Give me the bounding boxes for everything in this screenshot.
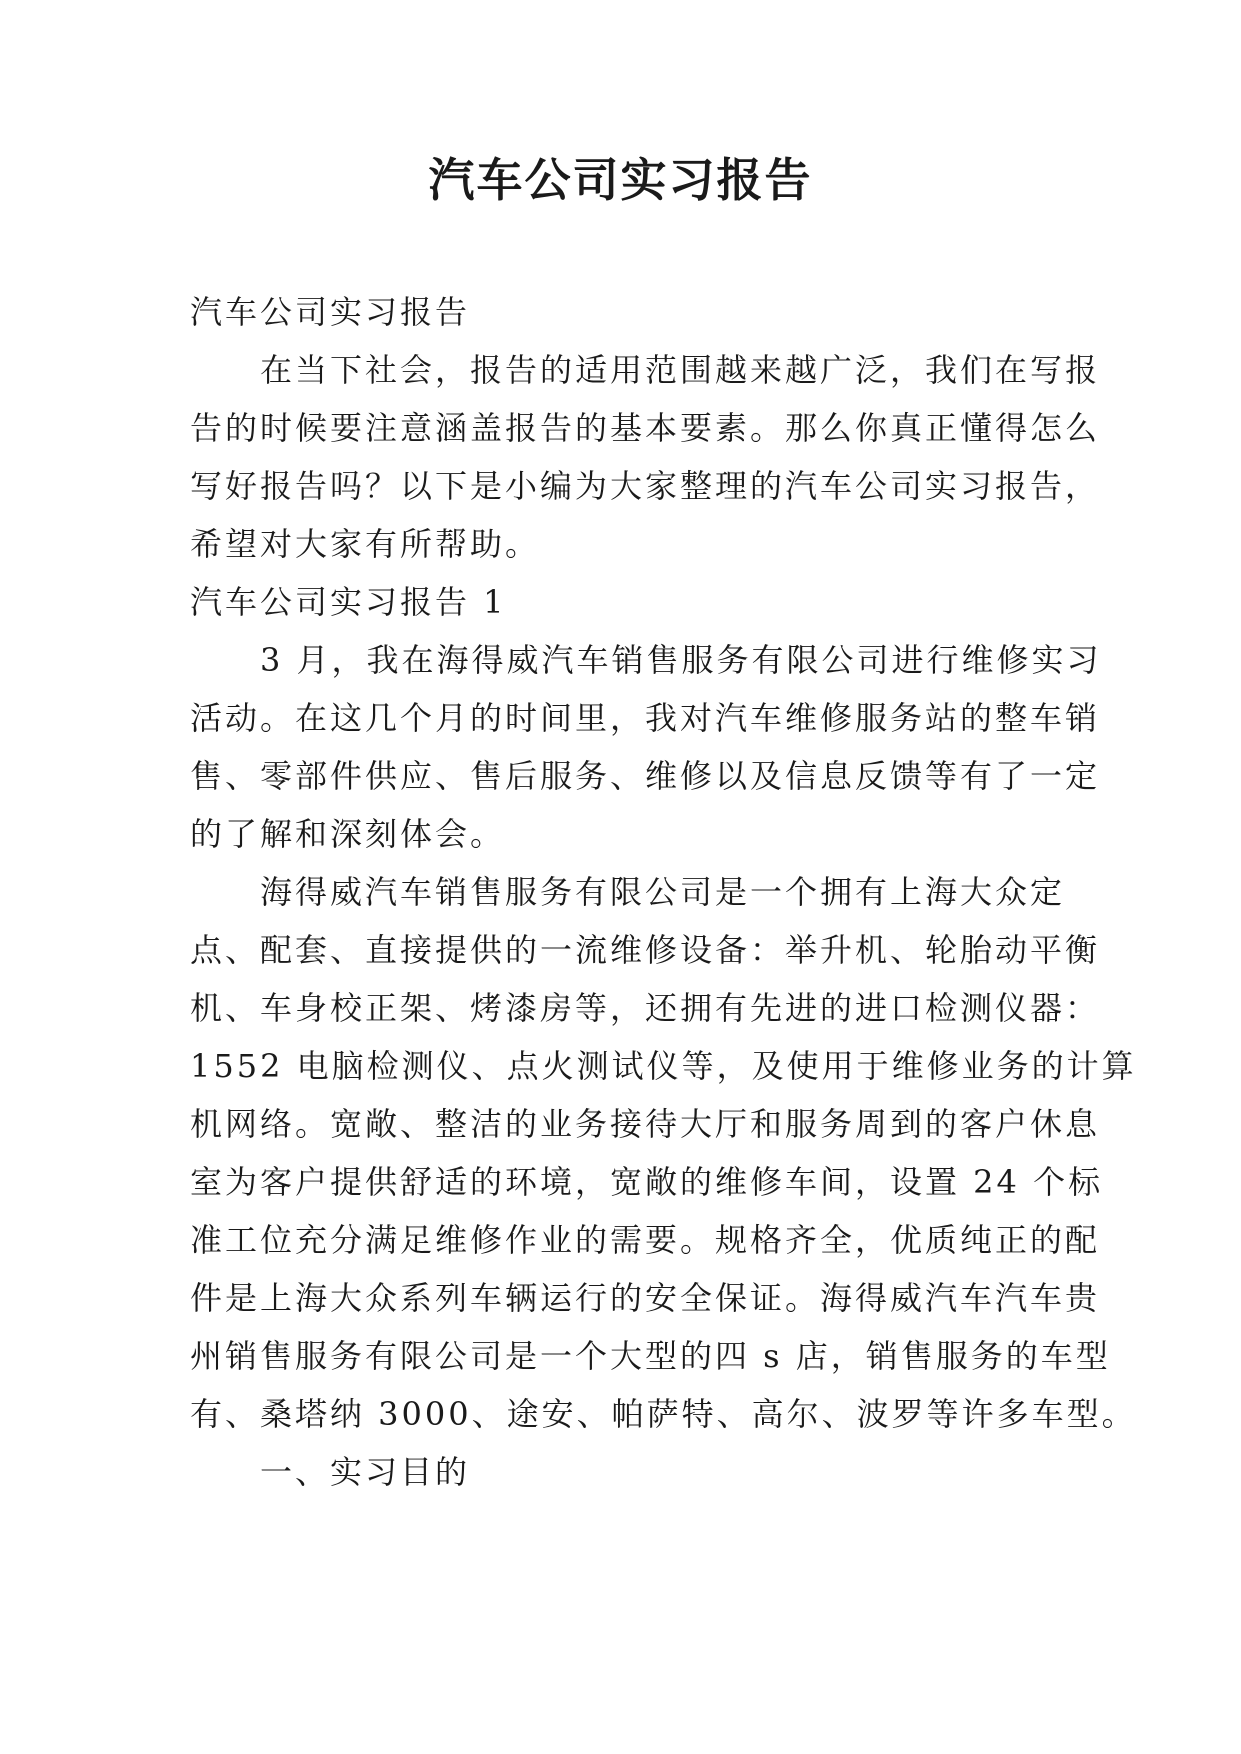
intro-paragraph-line: 希望对大家有所帮助。: [190, 525, 541, 563]
section1-paragraph-1-line: 的了解和深刻体会。: [190, 815, 506, 853]
intro-paragraph-line: 在当下社会，报告的适用范围越来越广泛，我们在写报: [190, 351, 1101, 389]
section1-paragraph-2-line: 准工位充分满足维修作业的需要。规格齐全，优质纯正的配: [190, 1221, 1101, 1259]
section1-paragraph-1-line: 3 月，我在海得威汽车销售服务有限公司进行维修实习: [190, 641, 1102, 679]
section1-paragraph-1: [190, 631, 1102, 863]
subsection-heading: 一、实习目的: [190, 1453, 471, 1491]
section1-paragraph-1-line: 活动。在这几个月的时间里，我对汽车维修服务站的整车销: [190, 699, 1101, 737]
section1-paragraph-2-line: 室为客户提供舒适的环境，宽敞的维修车间，设置 24 个标: [190, 1163, 1104, 1201]
section1-paragraph-2-line: 机、车身校正架、烤漆房等，还拥有先进的进口检测仪器：: [190, 989, 1101, 1027]
section1-paragraph-2-line: 点、配套、直接提供的一流维修设备：举升机、轮胎动平衡: [190, 931, 1101, 969]
section1-paragraph-2-line: 件是上海大众系列车辆运行的安全保证。海得威汽车汽车贵: [190, 1279, 1101, 1317]
section1-paragraph-2-line: 有、桑塔纳 3000、途安、帕萨特、高尔、波罗等许多车型。: [190, 1395, 1137, 1433]
section1-paragraph-2-line: 海得威汽车销售服务有限公司是一个拥有上海大众定: [190, 873, 1066, 911]
intro-paragraph: [190, 341, 1101, 573]
intro-paragraph-line: 写好报告吗？以下是小编为大家整理的汽车公司实习报告，: [190, 467, 1101, 505]
section1-heading: 汽车公司实习报告 1: [190, 583, 507, 621]
section1-paragraph-2: [190, 863, 1137, 1443]
intro-heading: 汽车公司实习报告: [190, 293, 471, 331]
document-title: 汽车公司实习报告: [428, 153, 813, 207]
section1-paragraph-2-line: 1552 电脑检测仪、点火测试仪等，及使用于维修业务的计算: [190, 1047, 1137, 1085]
section1-paragraph-2-line: 机网络。宽敞、整洁的业务接待大厅和服务周到的客户休息: [190, 1105, 1101, 1143]
intro-paragraph-line: 告的时候要注意涵盖报告的基本要素。那么你真正懂得怎么: [190, 409, 1101, 447]
section1-paragraph-2-line: 州销售服务有限公司是一个大型的四 s 店，销售服务的车型: [190, 1337, 1111, 1375]
section1-paragraph-1-line: 售、零部件供应、售后服务、维修以及信息反馈等有了一定: [190, 757, 1101, 795]
